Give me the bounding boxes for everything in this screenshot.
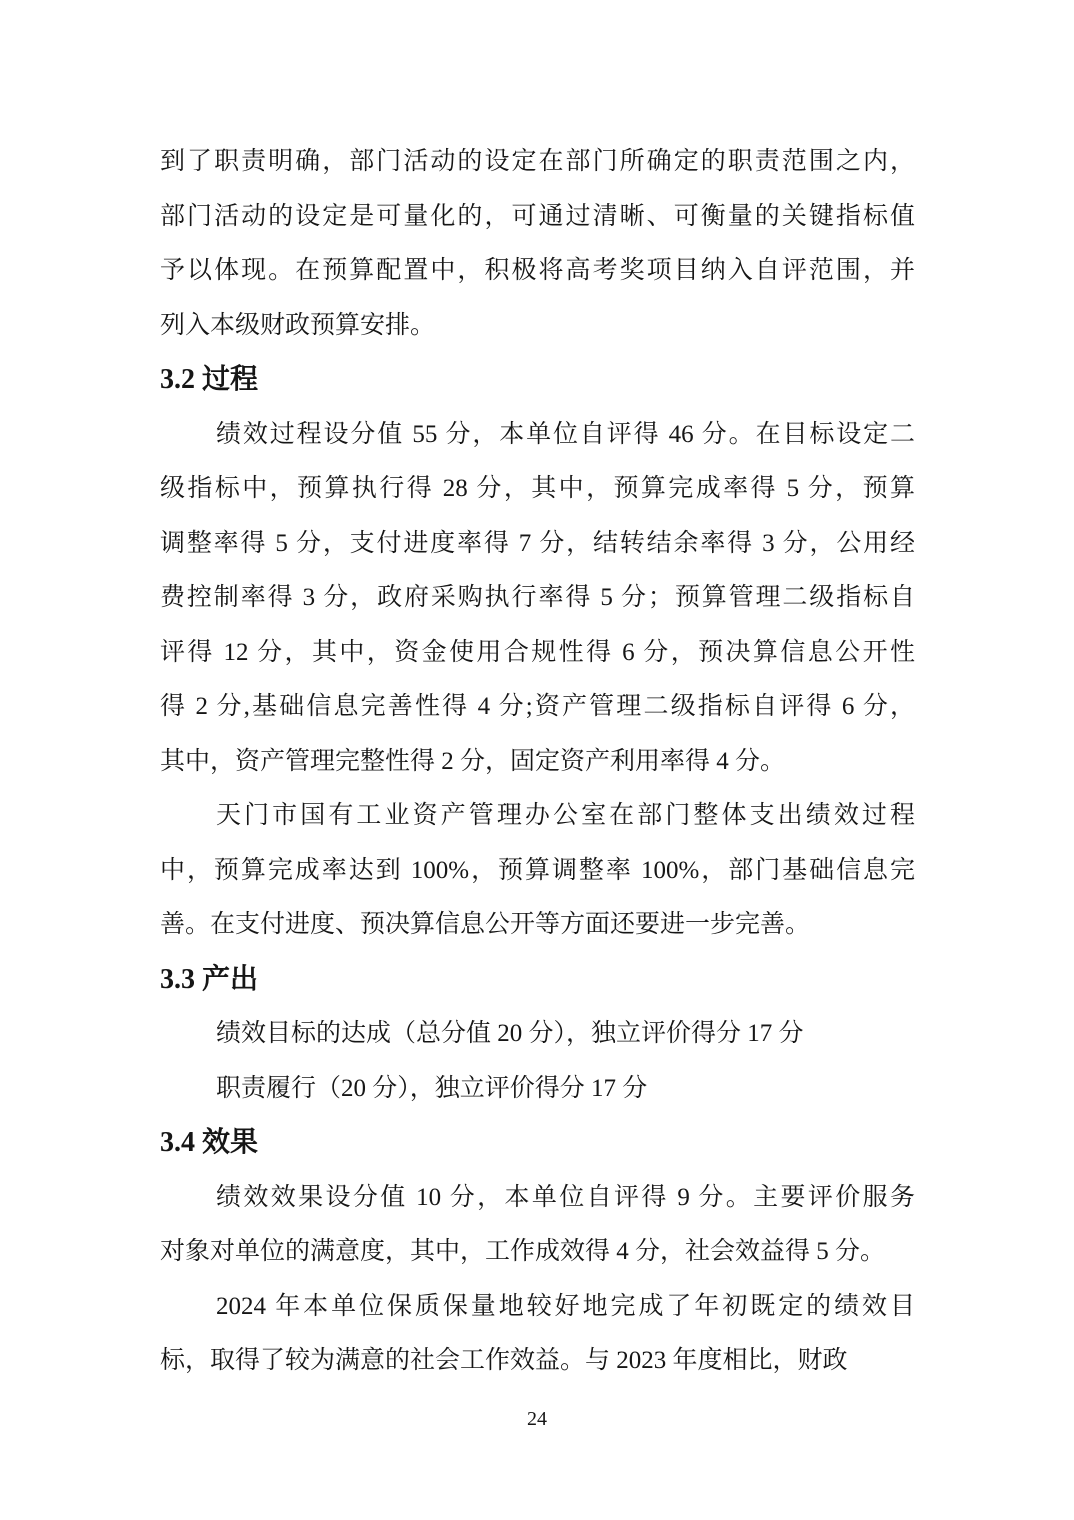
- text-line: 标，取得了较为满意的社会工作效益。与 2023 年度相比，财政: [160, 1347, 848, 1374]
- text-line: 列入本级财政预算安排。: [160, 311, 436, 339]
- text-line: 费控制率得 3 分，政府采购执行率得 5 分；预算管理二级指标自: [160, 584, 915, 611]
- section-heading-3-4: 3.4 效果: [160, 1127, 259, 1158]
- text-line: 得 2 分,基础信息完善性得 4 分;资产管理二级指标自评得 6 分，: [160, 693, 915, 720]
- text-line: 绩效过程设分值 55 分，本单位自评得 46 分。在目标设定二: [216, 420, 915, 448]
- section-heading-3-2: 3.2 过程: [160, 364, 259, 395]
- text-line: 予以体现。在预算配置中，积极将高考奖项目纳入自评范围，并: [160, 257, 915, 284]
- text-line: 对象对单位的满意度，其中，工作成效得 4 分，社会效益得 5 分。: [160, 1238, 886, 1265]
- page-number: 24: [527, 1408, 547, 1430]
- text-line: 级指标中，预算执行得 28 分，其中，预算完成率得 5 分，预算: [160, 475, 915, 502]
- text-block: [160, 135, 915, 1389]
- text-line: 天门市国有工业资产管理办公室在部门整体支出绩效过程: [216, 802, 915, 829]
- text-line: 调整率得 5 分，支付进度率得 7 分，结转结余率得 3 分，公用经: [160, 529, 915, 557]
- text-line: 部门活动的设定是可量化的，可通过清晰、可衡量的关键指标值: [160, 202, 915, 230]
- text-line: 中，预算完成率达到 100%，预算调整率 100%，部门基础信息完: [160, 856, 915, 884]
- text-line: 职责履行（20 分），独立评价得分 17 分: [216, 1074, 648, 1102]
- text-line: 2024 年本单位保质保量地较好地完成了年初既定的绩效目: [216, 1292, 915, 1320]
- text-line: 善。在支付进度、预决算信息公开等方面还要进一步完善。: [160, 911, 811, 938]
- text-line: 到了职责明确，部门活动的设定在部门所确定的职责范围之内，: [160, 148, 915, 175]
- text-line: 绩效目标的达成（总分值 20 分），独立评价得分 17 分: [216, 1020, 804, 1047]
- section-heading-3-3: 3.3 产出: [160, 963, 259, 995]
- text-line: 绩效效果设分值 10 分，本单位自评得 9 分。主要评价服务: [216, 1183, 915, 1211]
- text-line: 其中，资产管理完整性得 2 分，固定资产利用率得 4 分。: [160, 747, 786, 775]
- text-line: 评得 12 分，其中，资金使用合规性得 6 分，预决算信息公开性: [160, 638, 915, 666]
